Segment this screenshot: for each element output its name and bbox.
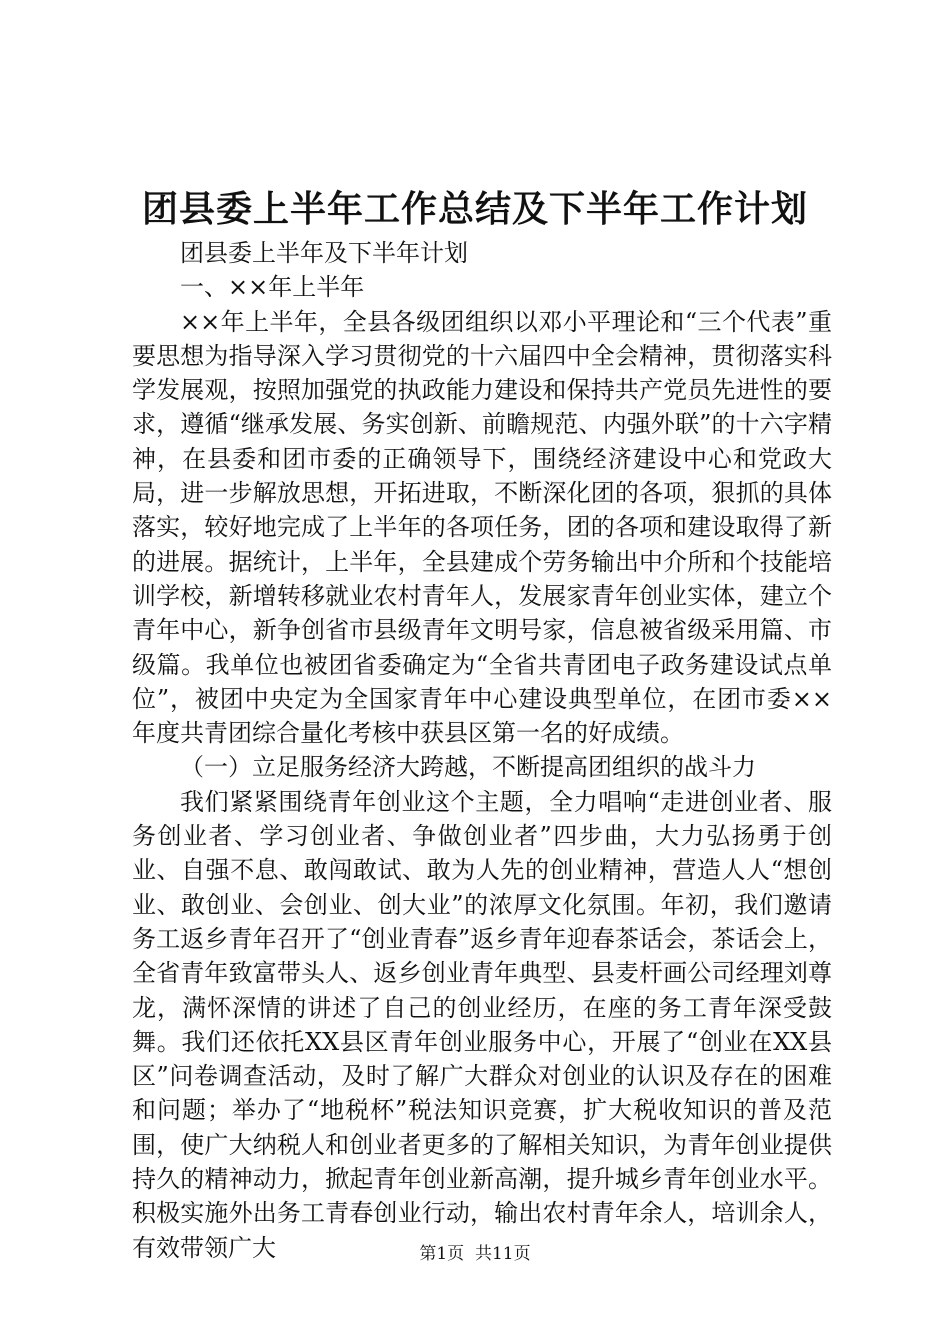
document-title: 团县委上半年工作总结及下半年工作计划 bbox=[141, 188, 808, 230]
section-heading: 一、××年上半年 bbox=[180, 273, 365, 302]
subsection-heading: （一）立足服务经济大跨越，不断提高团组织的战斗力 bbox=[180, 753, 756, 782]
page-number-footer: 第1页 共11页 bbox=[419, 1244, 531, 1264]
body-paragraph: ××年上半年，全县各级团组织以邓小平理论和“三个代表”重要思想为指导深入学习贯彻党的十六届四中全会精神，贯彻落实科学发展观，按照加强党的执政能力建设和保持共产党员先进性的要求，遵循“继承发展、务实创新、前瞻规范、内强外联”的十六字精神，在县委和团市委的正确领导下，围绕经济建设中心和党政大局，进一步解放思想，开拓进取，不断深化团的各项，狠抓的具体落实，较好地完成了上半年的各项任务，团的各项和建设取得了新的进展。据统计，上半年，全县建成个劳务输出中介所和个技能培训学校，新增转移就业农村青年人，发展家青年创业实体，建立个青年中心，新争创省市县级青年文明号家，信息被省级采用篇、市级篇。我单位也被团省委确定为“全省共青团电子政务建设试点单位”，被团中央定为全国家青年中心建设典型单位，在团市委××年度共青团综合量化考核中获县区第一名的好成绩。 bbox=[132, 307, 832, 748]
subtitle-paragraph: 团县委上半年及下半年计划 bbox=[180, 239, 468, 267]
body-paragraph: 我们紧紧围绕青年创业这个主题，全力唱响“走进创业者、服务创业者、学习创业者、争做创业者”四步曲，大力弘扬勇于创业、自强不息、敢闯敢试、敢为人先的创业精神，营造人人“想创业、敢创业、会创业、创大业”的浓厚文化氛围。年初，我们邀请务工返乡青年召开了“创业青春”返乡青年迎春茶话会，茶话会上，全省青年致富带头人、返乡创业青年典型、县麦杆画公司经理刘尊龙，满怀深情的讲述了自己的创业经历，在座的务工青年深受鼓舞。我们还依托XX县区青年创业服务中心，开展了“创业在XX县区”问卷调查活动，及时了解广大群众对创业的认识及存在的困难和问题；举办了“地税杯”税法知识竞赛，扩大税收知识的普及范围，使广大纳税人和创业者更多的了解相关知识，为青年创业提供持久的精神动力，掀起青年创业新高潮，提升城乡青年创业水平。积极实施外出务工青春创业行动，输出农村青年余人，培训余人，有效带领广大 bbox=[132, 787, 832, 1262]
document-body bbox=[132, 236, 832, 1265]
